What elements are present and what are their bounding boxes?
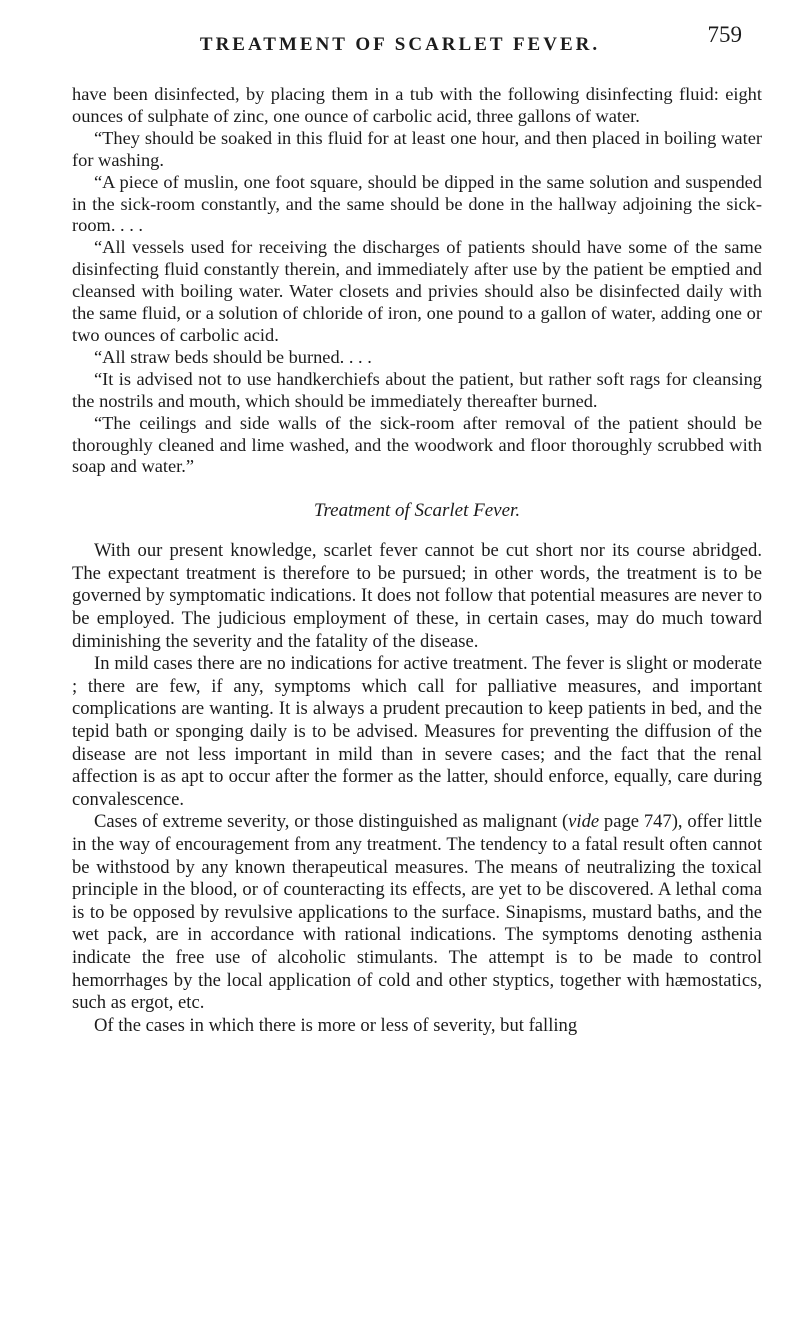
paragraph-text: Cases of extreme severity, or those distinguished as malignant ( (94, 811, 569, 833)
running-title: TREATMENT OF SCARLET FEVER. (199, 34, 601, 55)
running-head (0, 22, 800, 64)
page-number: 759 (707, 22, 742, 47)
section-heading: Treatment of Scarlet Fever. (313, 500, 521, 522)
paragraph: With our present knowledge, scarlet fever cannot be cut short nor its course abridged. The expectant treatment is therefore to be pursued; in other words, the treatment is to be governed by symptomatic indications. It does not follow that potential measures are never to be employed. The judicious employment of these, in certain cases, may do much toward diminishing the severity and the fatality of the disease. (72, 540, 762, 652)
paragraph: Of the cases in which there is more or less of severity, but falling (94, 1014, 578, 1036)
vide-reference: vide (568, 811, 600, 833)
quote-paragraph: “All vessels used for receiving the discharges of patients should have some of the same disinfecting fluid constantly therein, and immediately after use by the patient be emptied and cleansed with boiling water. Water closets and privies should also be disinfected daily with the same fluid, or a solution of chloride of iron, one pound to a gallon of water, adding one or two ounces of carbolic acid. (72, 237, 762, 345)
quote-paragraph: have been disinfected, by placing them in a tub with the following disinfecting fluid: eight ounces of sulphate of zinc, one ounce of carbolic acid, three gallons of water. (72, 84, 762, 126)
paragraph (72, 811, 762, 1014)
body-text (72, 84, 762, 1037)
paragraph-text: page 747), offer little in the way of encouragement from any treatment. The tendency to a fatal result often cannot be withstood by any known therapeutical measures. The means of neutralizing the toxical principle in the blood, or of counteracting its effects, are yet to be discovered. A lethal coma is to be opposed by revulsive applications to the surface. Sinapisms, mustard baths, and the wet pack, are in accordance with rational indications. The symptoms denoting asthenia indicate the free use of alcoholic stimulants. The attempt is to be made to control hemorrhages by the local application of cold and other styptics, together with hæmostatics, such as ergot, etc. (72, 811, 763, 1014)
quote-paragraph: “The ceilings and side walls of the sick-room after removal of the patient should be thoroughly cleaned and lime washed, and the woodwork and floor thoroughly scrubbed with soap and water.” (72, 412, 762, 477)
section-body (72, 540, 762, 1037)
quote-paragraph: “They should be soaked in this fluid for at least one hour, and then placed in boiling water for washing. (72, 127, 762, 170)
quote-paragraph: “It is advised not to use handkerchiefs about the patient, but rather soft rags for cleansing the nostrils and mouth, which should be immediately thereafter burned. (72, 368, 762, 411)
quote-paragraph: “A piece of muslin, one foot square, should be dipped in the same solution and suspended in the sick-room constantly, and the same should be done in the hallway adjoining the sick-room. . . . (72, 171, 762, 236)
paragraph: In mild cases there are no indications for active treatment. The fever is slight or moderate ; there are few, if any, symptoms which call for palliative measures, and important complications are wanting. It is always a prudent precaution to keep patients in bed, and the tepid bath or sponging daily is to be advised. Measures for preventing the diffusion of the disease are not less important in mild than in severe cases; and the fact that the renal affection is as apt to occur after the former as the latter, should enforce, equally, care during convalescence. (72, 653, 762, 810)
quote-paragraph: “All straw beds should be burned. . . . (94, 346, 372, 367)
